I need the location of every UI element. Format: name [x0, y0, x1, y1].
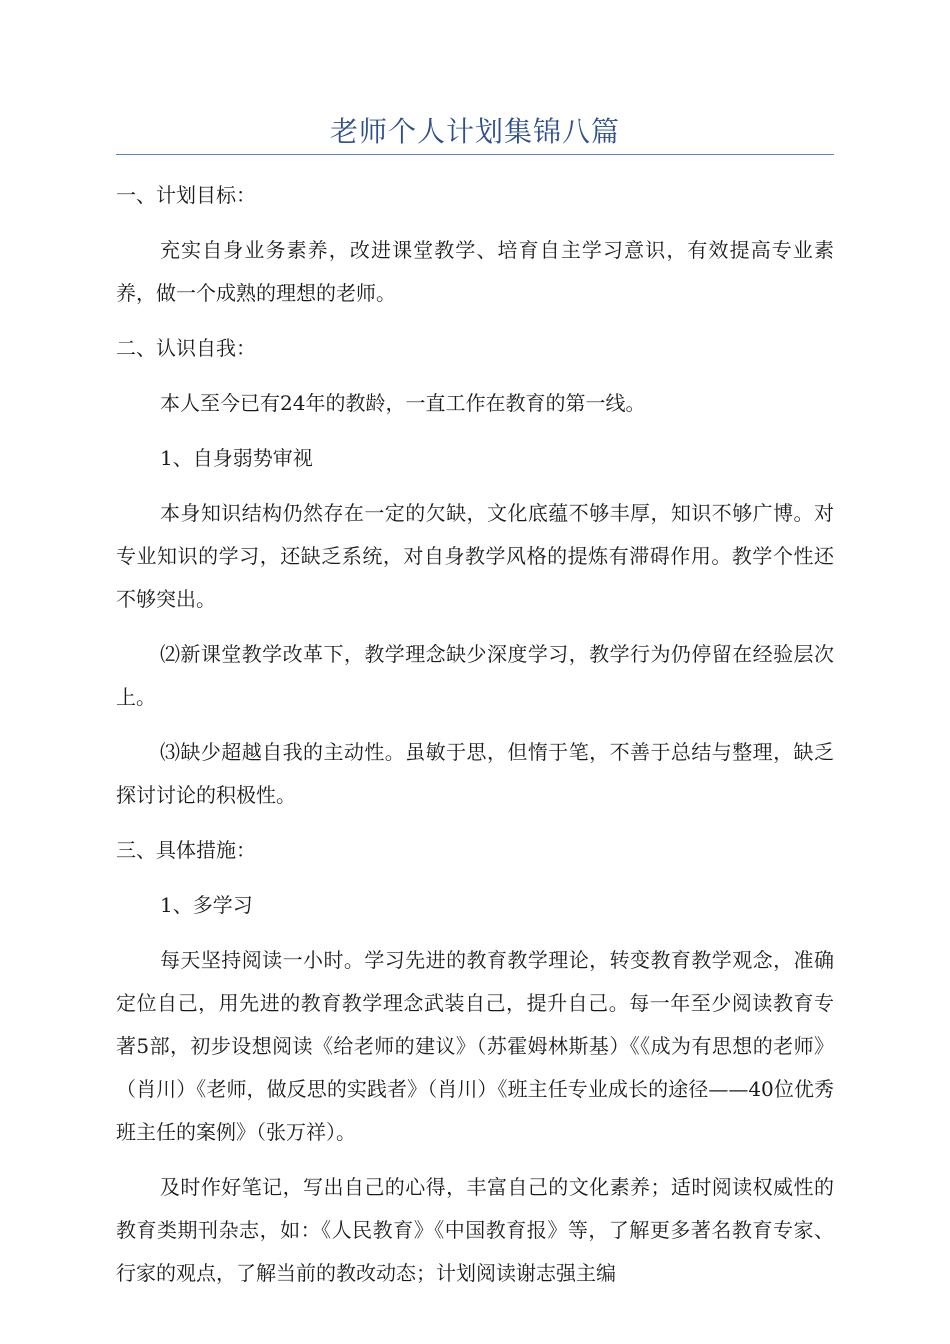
paragraph: 及时作好笔记，写出自己的心得，丰富自己的文化素养；适时阅读权威性的教育类期刊杂志，如：《人民教育》《中国教育报》等，了解更多著名教育专家、行家的观点，了解当前的教改动态；计划阅读谢志强主编: [116, 1175, 834, 1285]
subheading: 1、多学习: [160, 893, 253, 917]
subheading: 1、自身弱势审视: [160, 446, 313, 470]
title-underline: [116, 154, 834, 155]
paragraph: 本人至今已有24年的教龄，一直工作在教育的第一线。: [160, 391, 646, 415]
paragraph: 每天坚持阅读一小时。学习先进的教育教学理论，转变教育教学观念，准确定位自己，用先进的教育教学理念武装自己，提升自己。每一年至少阅读教育专著5部，初步设想阅读《给老师的建议》（苏霍姆林斯基）《《成为有思想的老师》（肖川）《老师，做反思的实践者》（肖川）《班主任专业成长的途径——40位优秀班主任的案例》（张万祥）。: [116, 948, 834, 1144]
document-title: 老师个人计划集锦八篇: [329, 115, 620, 148]
paragraph: 本身知识结构仍然存在一定的欠缺，文化底蕴不够丰厚，知识不够广博。对专业知识的学习，还缺乏系统，对自身教学风格的提炼有滞碍作用。教学个性还不够突出。: [116, 501, 834, 611]
paragraph: 充实自身业务素养，改进课堂教学、培育自主学习意识，有效提高专业素养，做一个成熟的理想的老师。: [116, 238, 834, 305]
paragraph: ⑵新课堂教学改革下，教学理念缺少深度学习，教学行为仍停留在经验层次上。: [116, 642, 834, 709]
document-body: [116, 174, 834, 1307]
section-heading-measures: 三、具体措施：: [116, 838, 256, 862]
paragraph: ⑶缺少超越自我的主动性。虽敏于思，但惰于笔，不善于总结与整理，缺乏探讨讨论的积极性。: [116, 740, 834, 807]
section-heading-goal: 一、计划目标：: [116, 183, 256, 207]
section-heading-self: 二、认识自我：: [116, 336, 256, 360]
